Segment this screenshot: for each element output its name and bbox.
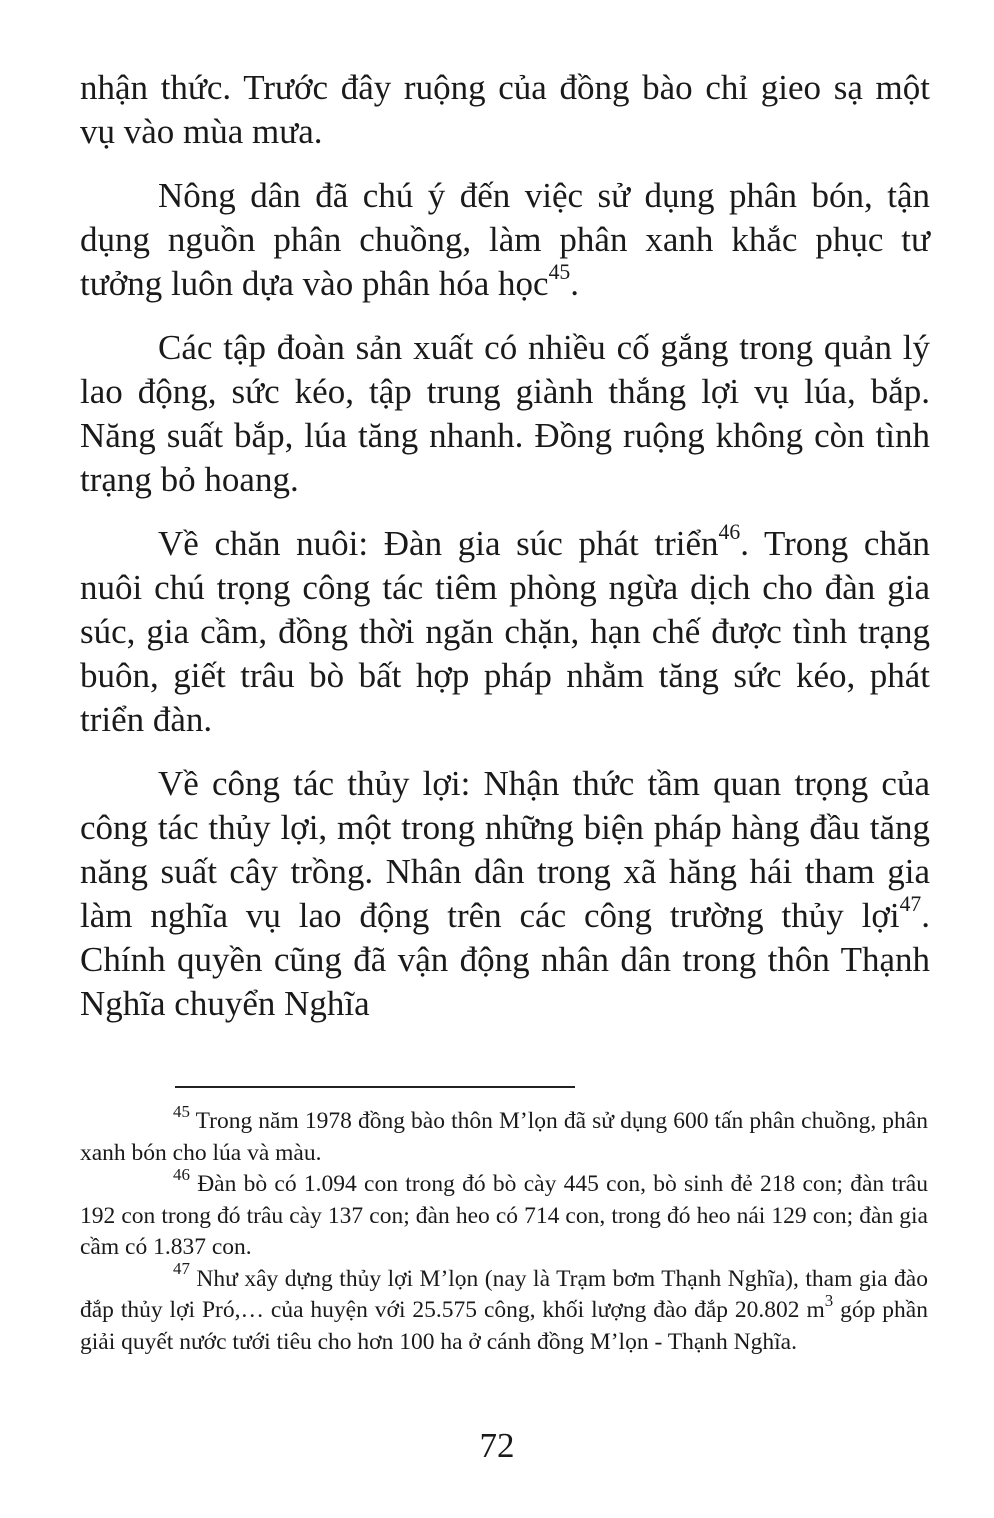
- footnote-47: [80, 1259, 928, 1359]
- main-text: [80, 66, 930, 1046]
- footnote-mark-46: 46: [173, 1164, 190, 1184]
- page-number: 72: [479, 1426, 515, 1465]
- paragraph-5-tail: . Chính quyền cũng đã vận động nhân dân trong thôn Thạnh Nghĩa chuyển Nghĩa: [80, 896, 930, 1023]
- footnote-47-text: Như xây dựng thủy lợi M’lọn (nay là Trạm bơm Thạnh Nghĩa), tham gia đào đắp thủy lợi Pró,… của huyện với 25.575 công, khối lượng đào đắp 20.802 m: [80, 1265, 928, 1323]
- footnote-ref-46: 46: [718, 520, 741, 545]
- footnote-ref-45: 45: [548, 260, 571, 285]
- paragraph-4-text: Về chăn nuôi: Đàn gia súc phát triển: [158, 524, 719, 563]
- paragraph-1: [80, 66, 930, 154]
- paragraph-3-text: Các tập đoàn sản xuất có nhiều cố gắng trong quản lý lao động, sức kéo, tập trung giành thắng lợi vụ lúa, bắp. Năng suất bắp, lúa tăng nhanh. Đồng ruộng không còn tình trạng bỏ hoang.: [80, 328, 930, 499]
- paragraph-5-text: Về công tác thủy lợi: Nhận thức tầm quan trọng của công tác thủy lợi, một trong những biện pháp hàng đầu tăng năng suất cây trồng. Nhân dân trong xã hăng hái tham gia làm nghĩa vụ lao động trên các công trường thủy lợi: [80, 764, 930, 935]
- paragraph-5: [80, 762, 930, 1026]
- unit-superscript: 3: [824, 1290, 834, 1310]
- footnote-46-text: Đàn bò có 1.094 con trong đó bò cày 445 con, bò sinh đẻ 218 con; đàn trâu 192 con trong đó trâu cày 137 con; đàn heo có 714 con, trong đó heo nái 129 con; đàn gia cầm có 1.837 con.: [80, 1171, 928, 1260]
- footnote-47-tail: góp phần giải quyết nước tưới tiêu cho hơn 100 ha ở cánh đồng M’lọn - Thạnh Nghĩa.: [80, 1297, 928, 1355]
- footnote-46: [80, 1164, 928, 1264]
- footnotes: [80, 1101, 928, 1358]
- paragraph-4-tail: . Trong chăn nuôi chú trọng công tác tiêm phòng ngừa dịch cho đàn gia súc, gia cầm, đồng thời ngăn chặn, hạn chế được tình trạng buôn, giết trâu bò bất hợp pháp nhằm tăng sức kéo, phát triển đàn.: [80, 524, 930, 739]
- paragraph-4: [80, 522, 930, 742]
- footnote-mark-47: 47: [173, 1259, 190, 1279]
- footnote-45: [80, 1101, 928, 1169]
- paragraph-2-tail: .: [570, 264, 580, 303]
- footnote-45-text: Trong năm 1978 đồng bào thôn M’lọn đã sử dụng 600 tấn phân chuồng, phân xanh bón cho lúa và màu.: [80, 1108, 928, 1166]
- paragraph-3: [80, 326, 930, 502]
- paragraph-2: [80, 174, 930, 306]
- footnote-mark-45: 45: [173, 1101, 190, 1121]
- footnote-ref-47: 47: [899, 892, 922, 917]
- footnote-separator: [175, 1086, 575, 1088]
- paragraph-1-text: nhận thức. Trước đây ruộng của đồng bào chỉ gieo sạ một vụ vào mùa mưa.: [80, 68, 930, 151]
- paragraph-2-text: Nông dân đã chú ý đến việc sử dụng phân bón, tận dụng nguồn phân chuồng, làm phân xanh khắc phục tư tưởng luôn dựa vào phân hóa học: [80, 176, 930, 303]
